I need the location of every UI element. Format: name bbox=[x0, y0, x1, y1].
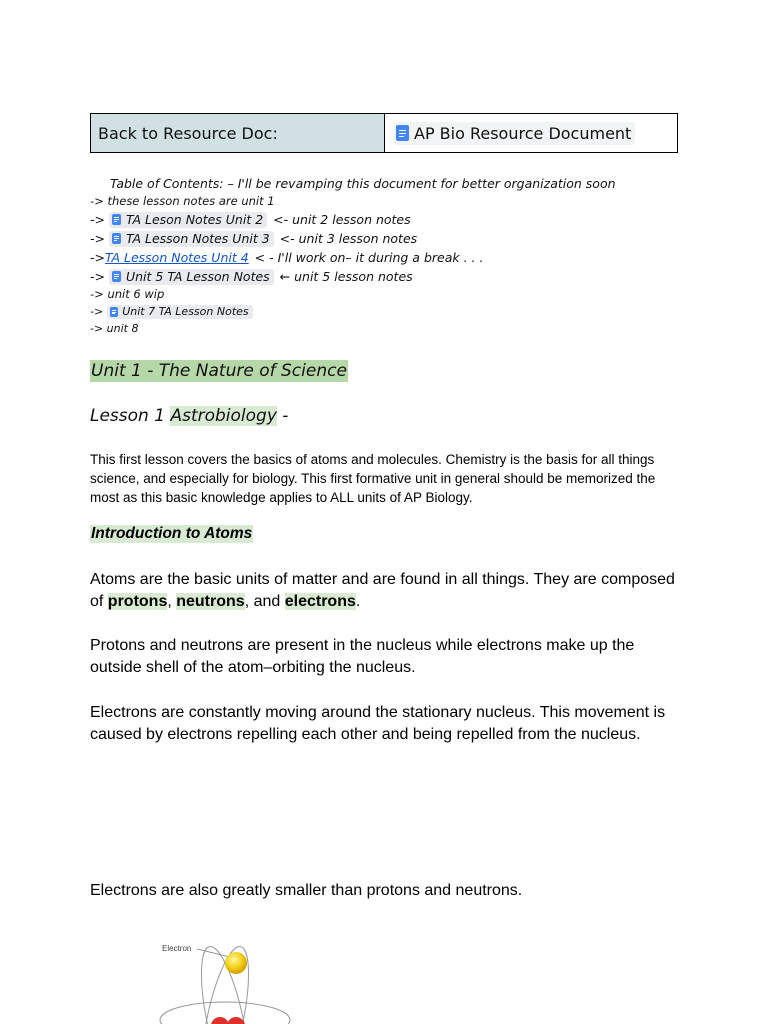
unit4-doc-link[interactable]: TA Lesson Notes Unit 4 bbox=[104, 250, 249, 265]
moving-paragraph: Electrons are constantly moving around the stationary nucleus. This movement is caused by electrons repelling each other and being repelled from the nucleus. bbox=[90, 704, 666, 743]
atoms-paragraph bbox=[90, 569, 690, 613]
unit5-doc-chip[interactable] bbox=[109, 269, 274, 285]
text: , bbox=[167, 593, 177, 610]
resource-link-cell bbox=[385, 114, 677, 152]
lesson-highlight: Astrobiology bbox=[170, 406, 277, 426]
electrons-term: electrons bbox=[284, 593, 356, 610]
lesson-prefix: Lesson 1 bbox=[90, 406, 171, 426]
google-doc-icon bbox=[112, 271, 121, 282]
google-doc-icon bbox=[112, 214, 121, 225]
toc-line-unit7 bbox=[90, 303, 616, 320]
unit-title: Unit 1 - The Nature of Science bbox=[91, 361, 347, 381]
text: . bbox=[355, 593, 361, 610]
back-label-cell bbox=[91, 114, 385, 152]
toc-note: <- unit 3 lesson notes bbox=[279, 231, 418, 246]
table-of-contents bbox=[90, 174, 616, 337]
toc-intro: Table of Contents: – I'll be revamping this document for better organization soon bbox=[110, 176, 616, 191]
unit7-doc-chip[interactable] bbox=[107, 305, 252, 319]
toc-arrow: -> bbox=[90, 212, 105, 227]
toc-arrow: -> bbox=[90, 250, 105, 265]
toc-line-unit3 bbox=[90, 229, 616, 248]
label-pointer bbox=[197, 949, 230, 957]
unit2-doc-link[interactable]: TA Leson Notes Unit 2 bbox=[125, 212, 264, 227]
intro-paragraph: This first lesson covers the basics of atoms and molecules. Chemistry is the basis for all things science, and especially for biology. This first formative unit in general should be memorized the most as this basic knowledge applies to ALL units of AP Biology. bbox=[90, 452, 656, 505]
lesson-title bbox=[90, 406, 288, 426]
toc-line-unit1: -> these lesson notes are unit 1 bbox=[90, 194, 275, 208]
toc-line-unit4 bbox=[90, 248, 616, 267]
lesson-suffix: - bbox=[276, 406, 289, 426]
toc-arrow: -> bbox=[90, 269, 105, 284]
nucleus-paragraph: Protons and neutrons are present in the nucleus while electrons make up the outside shell of the atom–orbiting the nucleus. bbox=[90, 637, 635, 676]
text: Atoms are the basic units of matter and are found in all things. They are composed of bbox=[90, 571, 675, 610]
toc-line-unit2 bbox=[90, 210, 616, 229]
toc-note: <- unit 2 lesson notes bbox=[273, 212, 411, 227]
electron-label: Electron bbox=[162, 944, 192, 953]
back-label: Back to Resource Doc: bbox=[98, 123, 278, 143]
unit5-doc-link[interactable]: Unit 5 TA Lesson Notes bbox=[125, 269, 270, 284]
section-heading: Introduction to Atoms bbox=[91, 525, 253, 542]
toc-line-unit6: -> unit 6 wip bbox=[90, 287, 165, 301]
toc-line-unit8: -> unit 8 bbox=[90, 322, 139, 335]
resource-doc-link[interactable]: AP Bio Resource Document bbox=[414, 123, 632, 143]
electron-sphere bbox=[225, 952, 247, 974]
toc-note: < - I'll work on– it during a break . . . bbox=[254, 250, 484, 265]
smaller-paragraph: Electrons are also greatly smaller than protons and neutrons. bbox=[90, 882, 523, 899]
unit3-doc-chip[interactable] bbox=[109, 231, 274, 247]
protons-term: protons bbox=[107, 593, 168, 610]
toc-arrow: -> bbox=[90, 305, 104, 318]
toc-arrow: -> bbox=[90, 231, 105, 246]
nucleus-proton bbox=[211, 1017, 229, 1024]
nucleus-proton bbox=[227, 1017, 245, 1024]
atom-diagram-svg bbox=[150, 935, 350, 1024]
toc-line-unit5 bbox=[90, 267, 616, 286]
google-doc-icon bbox=[112, 233, 121, 244]
unit3-doc-link[interactable]: TA Lesson Notes Unit 3 bbox=[125, 231, 270, 246]
unit7-doc-link[interactable]: Unit 7 TA Lesson Notes bbox=[122, 305, 249, 318]
text: , and bbox=[244, 593, 285, 610]
resource-header-table bbox=[90, 113, 678, 153]
google-doc-icon bbox=[110, 307, 118, 317]
neutrons-term: neutrons bbox=[176, 593, 245, 610]
unit2-doc-chip[interactable] bbox=[109, 212, 267, 228]
toc-note: ← unit 5 lesson notes bbox=[279, 269, 413, 284]
atom-diagram bbox=[150, 935, 350, 1024]
google-doc-icon bbox=[396, 125, 409, 141]
resource-doc-chip[interactable] bbox=[394, 122, 635, 145]
